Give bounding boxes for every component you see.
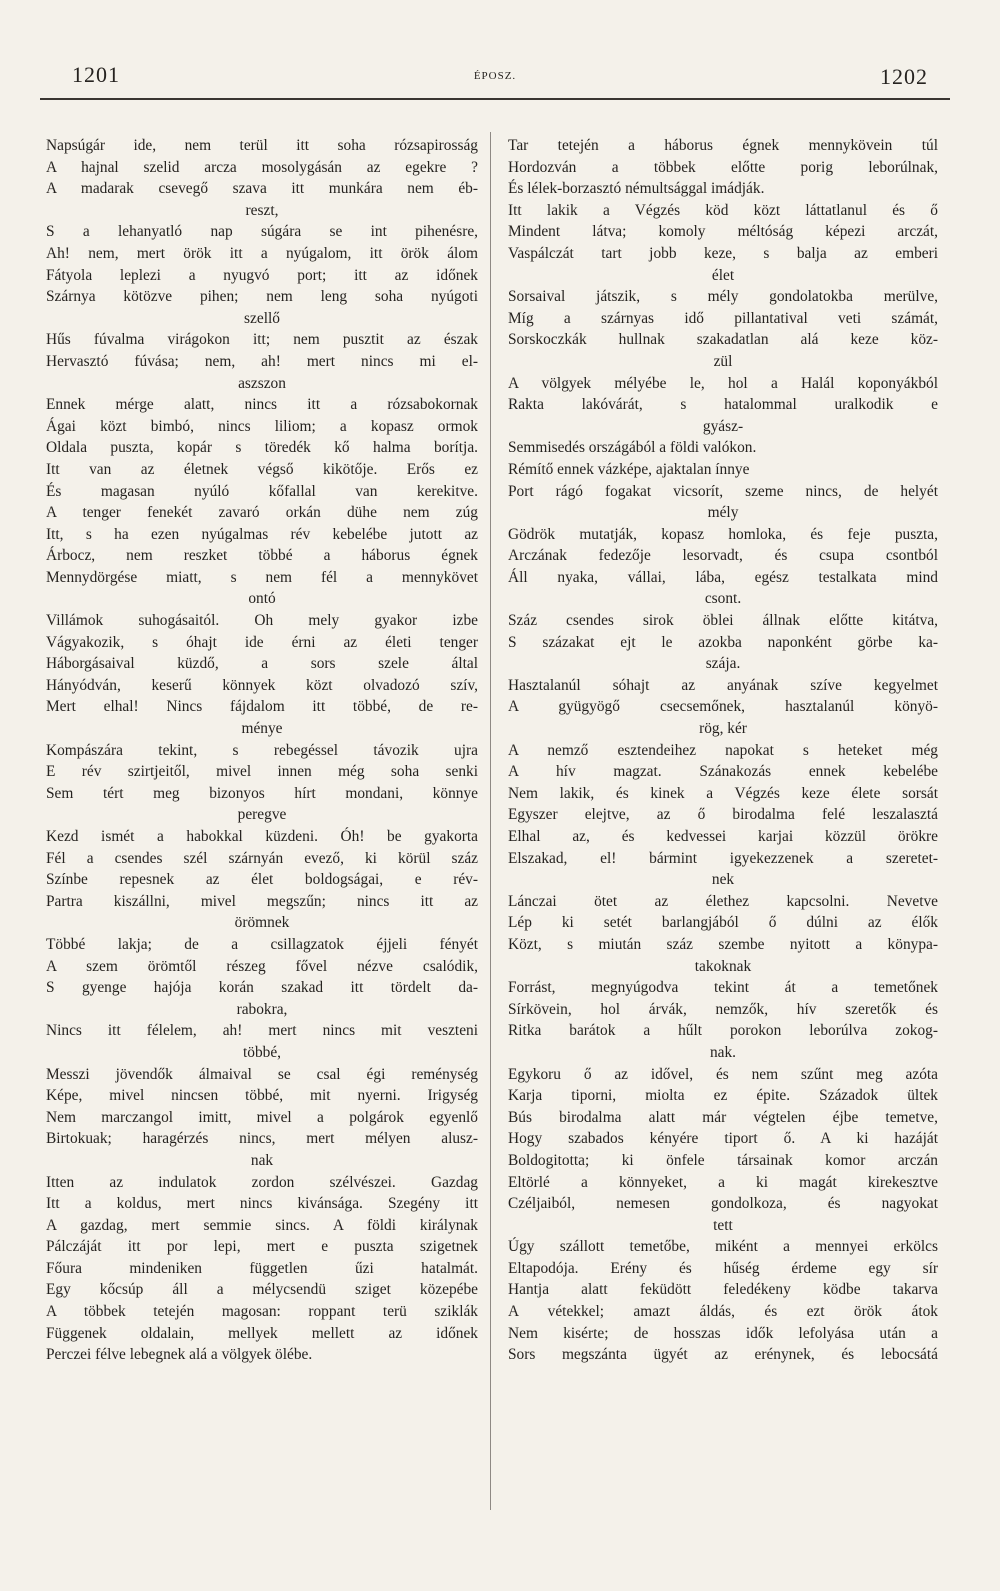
verse-line: Szárnya kötözve pihen; nem leng soha nyúgoti (46, 288, 478, 306)
verse-line: nak (250, 1151, 274, 1169)
verse-line: Nem marczangol imitt, mivel a polgárok egyenlő (46, 1108, 478, 1126)
verse-line: A völgyek mélyébe le, hol a Halál koponyákból (508, 374, 938, 392)
verse-line: Eltapodója. Erény és hűség érdeme egy sír (508, 1259, 938, 1277)
verse-line: És magasan nyúló kőfallal van kerekitve. (46, 482, 478, 500)
verse-line: És lélek-borzasztó némultsággal imádják. (508, 180, 765, 198)
verse-line: Boldogitotta; ki önfele társainak komor arczán (508, 1151, 938, 1169)
verse-line: Eltörlé a könnyeket, a ki magát kirekesztve (508, 1173, 938, 1191)
verse-line: Gödrök mutatják, kopasz homloka, és feje puszta, (508, 525, 938, 543)
verse-line: gyász- (702, 417, 744, 435)
verse-line: Hasztalanúl sóhajt az anyának szíve kegyelmet (508, 676, 938, 694)
verse-line: A hív magzat. Szánakozás ennek kebelébe (508, 763, 938, 781)
verse-line: örömnek (234, 914, 290, 932)
verse-line: Sorskoczkák hullnak szakadatlan alá keze köz- (508, 331, 938, 349)
verse-line: A hajnal szelid arcza mosolygásán az egekre ? (46, 158, 478, 176)
verse-line: S százakat ejt le azokba naponként görbe ka- (508, 633, 938, 651)
verse-line: Semmisedés országából a földi valókon. (508, 439, 757, 457)
verse-line: ontó (248, 590, 276, 608)
verse-line: Fátyola leplezi a nyugvó port; itt az időnek (46, 266, 478, 284)
verse-line: Hűs fúvalma virágokon itt; nem pusztit az észak (46, 331, 478, 349)
verse-line: A többek tetején magosan: roppant terü sziklák (46, 1303, 478, 1321)
verse-line: E rév szirtjeitől, mivel innen még soha senki (46, 763, 478, 781)
verse-line: A gazdag, mert semmie sincs. A földi királynak (46, 1216, 478, 1234)
verse-line: Port rágó fogakat vicsorít, szeme nincs, de helyét (508, 482, 938, 500)
verse-line: többé, (242, 1043, 282, 1061)
verse-line: Lánczai ötet az élethez kapcsolni. Nevetve (508, 892, 938, 910)
verse-line: Úgy szállott temetőbe, miként a mennyei erkölcs (508, 1238, 938, 1256)
verse-line: Rakta lakóvárát, s hatalommal uralkodik e (508, 396, 938, 414)
verse-line: Itt a koldus, mert nincs kivánsága. Szegény itt (46, 1195, 478, 1213)
verse-line: Egy kőcsúp áll a mélycsendü sziget közepébe (46, 1281, 478, 1299)
verse-line: Hányódván, keserű könnyek közt olvadozó szív, (46, 676, 478, 694)
verse-line: Messzi jövendők álmaival se csal égi reménység (46, 1065, 478, 1083)
verse-line: A szem örömtől részeg fővel nézve csalódik, (46, 957, 478, 975)
verse-line: Sem tért meg bizonyos hírt mondani, könnye (46, 784, 478, 802)
verse-line: Rémítő ennek vázképe, ajaktalan ínnye (508, 460, 750, 478)
verse-line: Oldala puszta, kopár s töredék kő halma borítja. (46, 439, 478, 457)
verse-line: zül (713, 352, 733, 370)
verse-line: reszt, (245, 201, 279, 219)
verse-line: Nem lakik, és kinek a Végzés keze élete sorsát (508, 784, 938, 802)
verse-line: A madarak csevegő szava itt munkára nem éb- (46, 180, 478, 198)
verse-line: Villámok suhogásaitól. Oh mely gyakor izbe (46, 612, 478, 630)
verse-line: Fél a csendes szél szárnyán evező, ki körül száz (46, 849, 478, 867)
verse-line: Tar tetején a háborus égnek mennykövein túl (508, 137, 938, 154)
verse-line: nek (711, 871, 735, 889)
page-header (40, 50, 950, 90)
verse-line: rög, kér (699, 720, 747, 738)
header-rule (40, 98, 950, 100)
verse-line: Itten az indulatok zordon szélvészei. Gazdag (46, 1173, 478, 1191)
verse-line: csont. (704, 590, 742, 608)
verse-line: tett (713, 1216, 733, 1234)
verse-line: Vágyakozik, s óhajt ide érni az életi tenger (46, 633, 478, 651)
verse-line: Sírkövein, hol árvák, nemzők, hív szeretők és (508, 1000, 938, 1018)
verse-line: Közt, s miután száz szembe nyitott a könypa- (508, 935, 938, 953)
verse-line: Sorsaival játszik, s mély gondolatokba merülve, (508, 288, 938, 306)
verse-line: Birtokuak; haragérzés nincs, mert mélyen alusz- (46, 1130, 478, 1148)
verse-line: Partra kiszállni, mivel megszűn; nincs itt az (46, 892, 478, 910)
verse-line: Elhal az, és kedvessei karjai közzül örökre (508, 828, 938, 845)
verse-line: takoknak (694, 957, 752, 975)
verse-line: Forrást, megnyúgodva tekint át a temetőnek (508, 979, 938, 997)
verse-line: Pálczáját itt por lepi, mert e puszta szigetnek (46, 1238, 478, 1256)
verse-line: Színbe repesnek az élet boldogságai, e rév- (46, 871, 478, 889)
verse-line: Főura mindeniken független űzi hatalmát. (46, 1259, 478, 1277)
verse-line: Kezd ismét a habokkal küzdeni. Óh! be gyakorta (46, 828, 478, 845)
verse-line: Ágai közt bimbó, nincs liliom; a kopasz ormok (46, 417, 478, 435)
verse-line: Mert elhal! Nincs fájdalom itt többé, de re- (46, 698, 478, 716)
verse-line: Lép ki setét barlangjából ő dúlni az élők (508, 914, 938, 932)
verse-line: Sors megszánta ügyét az erénynek, és lebocsátá (508, 1346, 938, 1364)
verse-line: nak. (709, 1043, 737, 1061)
verse-line: Nem kisérte; de hosszas idők lefolyása után a (508, 1324, 938, 1342)
verse-line: Hogy szabados kényére tiport ő. A ki hazáját (508, 1130, 938, 1148)
running-title: ÉPOSZ. (473, 70, 517, 82)
verse-line: Egykoru ő az idővel, és nem szűnt meg azóta (508, 1065, 938, 1083)
verse-line: S gyenge hajója korán szakad itt tördelt da- (46, 979, 478, 997)
verse-line: Karja tiporni, miolta ez épite. Századok ültek (508, 1087, 938, 1105)
verse-line: szellő (244, 309, 280, 327)
verse-line: Perczei félve lebegnek alá a völgyek ölébe. (46, 1346, 313, 1364)
verse-line: mély (707, 504, 739, 522)
verse-line: A vétekkel; amazt áldás, és ezt örök átok (508, 1303, 938, 1321)
verse-line: Ennek mérge alatt, nincs itt a rózsabokornak (46, 396, 478, 414)
verse-line: Háborgásaival küzdő, a sors szele által (46, 655, 478, 673)
verse-line: Képe, mivel nincsen többé, mit nyerni. Irigység (46, 1087, 478, 1105)
verse-line: Itt lakik a Végzés köd közt láttatlanul és ő (508, 201, 938, 219)
verse-line: ménye (241, 720, 283, 738)
verse-line: Czéljaiból, nemesen gondolkoza, és nagyokat (508, 1195, 938, 1213)
page-number-left: 1201 (72, 62, 120, 87)
right-column (508, 135, 938, 1366)
verse-line: Egyszer elejtve, az ő birodalma felé leszalasztá (508, 806, 938, 824)
verse-line: Nincs itt félelem, ah! mert nincs mit veszteni (46, 1022, 478, 1040)
column-divider (490, 132, 491, 1510)
left-column (46, 135, 478, 1366)
verse-line: aszszon (238, 374, 286, 392)
verse-line: Vaspálczát tart jobb keze, s balja az emberi (508, 244, 938, 262)
verse-line: Mindent látva; komoly méltóság képezi arczát, (508, 223, 938, 241)
verse-line: Kompászára tekint, s rebegéssel távozik ujra (46, 741, 478, 759)
verse-line: A tenger fenekét zavaró orkán dühe nem zúg (46, 504, 478, 522)
verse-line: Ah! nem, mert örök itt a nyúgalom, itt örök álom (46, 244, 478, 262)
verse-line: Elszakad, el! bármint igyekezzenek a szeretet- (508, 849, 938, 867)
verse-line: Árbocz, nem reszket többé a háborus égnek (46, 547, 478, 565)
verse-line: Itt, s ha ezen nyúgalmas rév kebelébe jutott az (46, 525, 478, 543)
verse-line: Hantja alatt feküdött feledékeny ködbe takarva (508, 1281, 938, 1299)
verse-line: Napsúgár ide, nem terül itt soha rózsapirosság (46, 137, 478, 154)
verse-line: Hervasztó fúvása; nem, ah! mert nincs mi el- (46, 352, 478, 370)
verse-line: Ritka barátok a hűlt porokon leborúlva zokog- (508, 1022, 938, 1040)
verse-line: Függenek oldalain, mellyek mellett az időnek (46, 1324, 478, 1342)
verse-line: Többé lakja; de a csillagzatok éjjeli fényét (46, 935, 478, 953)
verse-line: Itt van az életnek végső kikötője. Erős ez (46, 460, 478, 478)
verse-line: Áll nyaka, vállai, lába, egész testalkata mind (508, 568, 938, 586)
verse-line: Bús birodalma alatt már végtelen éjbe temetve, (508, 1108, 938, 1126)
verse-line: Hordozván a többek előtte porig leborúlnak, (508, 158, 938, 176)
verse-line: S a lehanyatló nap súgára se int pihenésre, (46, 223, 478, 241)
verse-line: Míg a szárnyas idő pillantatival veti számát, (508, 309, 938, 327)
verse-line: szája. (705, 655, 741, 673)
verse-line: Mennydörgése miatt, s nem fél a mennykövet (46, 568, 478, 586)
verse-line: Száz csendes sirok öblei állnak előtte kitátva, (508, 612, 938, 630)
verse-line: rabokra, (236, 1000, 288, 1018)
verse-line: A gyügyögő csecsemőnek, hasztalanúl könyö- (508, 698, 938, 716)
verse-line: élet (711, 266, 735, 284)
verse-line: peregve (237, 806, 287, 824)
page-number-right: 1202 (880, 64, 928, 89)
verse-line: Arczának fedezője lesorvadt, és csupa csontból (508, 547, 938, 565)
verse-line: A nemző esztendeihez napokat s heteket még (508, 741, 938, 759)
